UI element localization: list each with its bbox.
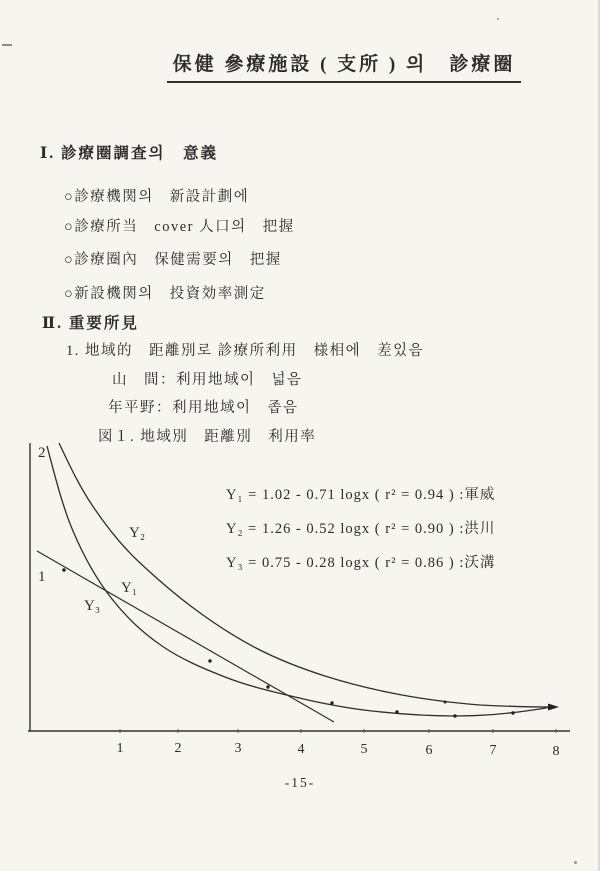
bullet-item: ○診療所当 cover 人口의 把握	[64, 219, 295, 235]
x-tick-2: 2	[174, 741, 182, 756]
label-left-2: 2	[38, 445, 46, 461]
x-tick-7: 7	[489, 743, 497, 758]
x-tick-8: 8	[552, 744, 560, 759]
bullet-item: ○診療圈內 保健需要의 把握	[64, 252, 282, 268]
bullet-item: ○診療機関의 新設計劃에	[64, 189, 250, 205]
x-tick-4: 4	[297, 742, 305, 757]
x-tick-1: 1	[116, 741, 124, 756]
label-curve-y3: Y₃	[84, 598, 101, 614]
regression-equation-y3: Y₃ = 0.75 - 0.28 logx ( r² = 0.86 ) :沃溝	[226, 555, 496, 571]
page-number: -15-	[284, 775, 316, 790]
x-tick-3: 3	[234, 741, 242, 756]
section1-heading: Ⅰ. 診療圈調査의 意義	[40, 145, 218, 162]
plain-line: 年平野：利用地域이 좁음	[108, 400, 299, 416]
page-title-text: 保健 參療施設 ( 支所 ) 의 診療圈	[167, 49, 522, 83]
regression-equation-y1: Y₁ = 1.02 - 0.71 logx ( r² = 0.94 ) :軍威	[226, 487, 496, 503]
x-tick-6: 6	[425, 743, 433, 758]
finding-item-1: 1. 地域的 距離別로 診療所利用 様相에 差있음	[66, 343, 425, 359]
x-tick-5: 5	[360, 742, 368, 757]
curve-y3-okgu	[37, 551, 334, 722]
curve-end-arrow	[548, 704, 559, 711]
figure-caption: 図１. 地域別 距離別 利用率	[98, 429, 317, 445]
regression-equation-y2: Y₂ = 1.26 - 0.52 logx ( r² = 0.90 ) :洪川	[226, 521, 496, 537]
bullet-item: ○新設機関의 投資効率測定	[64, 286, 266, 302]
section2-heading: Ⅱ. 重要所見	[42, 315, 139, 332]
mountain-line: 山 間：利用地域이 넓음	[112, 372, 303, 388]
label-curve-y2: Y₂	[129, 525, 146, 541]
page-title	[150, 31, 522, 101]
label-left-1: 1	[38, 569, 46, 585]
label-curve-y1: Y₁	[121, 580, 138, 596]
x-tick-labels	[117, 741, 560, 759]
